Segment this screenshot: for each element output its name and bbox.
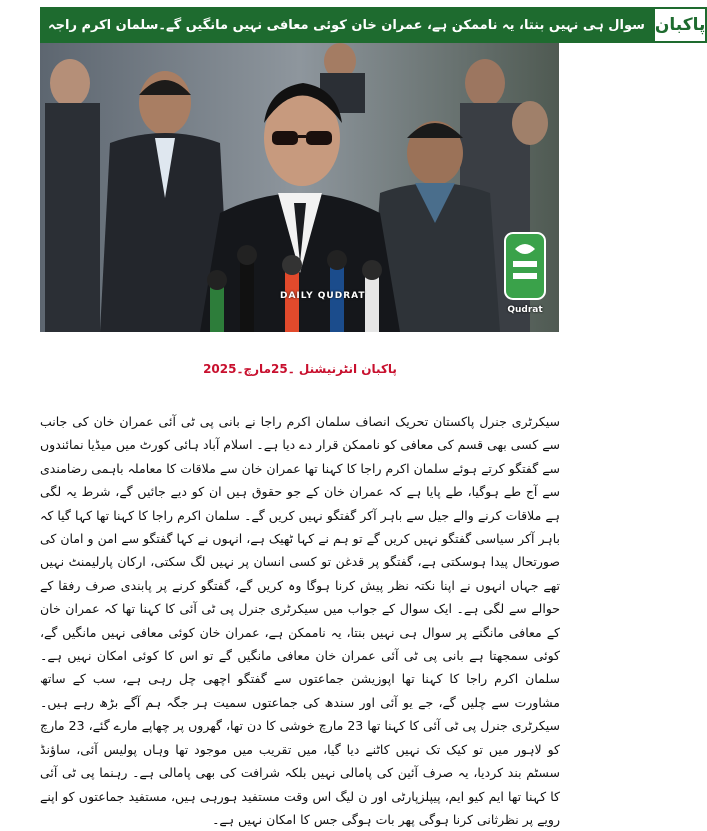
channel-logo [497,223,553,323]
article-paragraph: سیکرٹری جنرل پاکستان تحریک انصاف سلمان اکرم راجا نے بانی پی ٹی آئی عمران خان کی جانب سے کسی بھی قسم کی معافی کو ناممکن قرار دے دیا ہے۔ اسلام آباد ہائی کورٹ میں میڈیا نمائندوں سے گفتگو کرتے ہوئے سلمان اکرم راجا کا کہنا تھا عمران خان سے ملاقات کا معاملہ باہمی رضامندی سے آج طے ہوگیا، طے پایا ہے کہ عمران خان کے جو حقوق ہیں ان کو دیے جائیں گے، شرط یہ لگی ہے ملاقات کرنے والے جیل سے باہر آکر گفتگو نہیں کریں گے۔ سلمان اکرم راجا کا کہنا تھا کہا گیا کہ باہر آکر سیاسی گفتگو نہیں کریں گے تو ہم نے کہا ٹھیک ہے، انہوں نے کہا گفتگو سے امن و امان کی صورتحال پیدا ہوسکتی ہے، گفتگو پر قدغن تو کسی انسان پر نہیں لگ سکتی، ارکان پارلیمنٹ نہیں تھے جہاں انہوں نے اپنا نکتہ نظر پیش کرنا ہوگا وہ کریں گے، گفتگو کرنے پر پابندی صرف رفقا کے حوالے سے لگی ہے۔ ایک سوال کے جواب میں سیکرٹری جنرل پی ٹی آئی کا کہنا تھا کہ عمران خان کے معافی مانگنے پر سوال ہی نہیں بنتا، یہ ناممکن ہے، عمران خان کوئی معافی نہیں مانگیں گے، کوئی سمجھتا ہے بانی پی ٹی آئی عمران خان معافی مانگیں گے تو اس کا کوئی امکان نہیں ہے۔ سلمان اکرم راجا کا کہنا تھا اپوزیشن جماعتوں سے گفتگو اچھی چل رہی ہے، سب کے ساتھ مشاورت سے چلیں گے، جے یو آئی اور سندھ کی جماعتوں سمیت ہر جگہ ہم آگے بڑھ رہے ہیں۔ سیکرٹری جنرل پی ٹی آئی کا کہنا تھا 23 مارچ خوشی کا دن تھا، گھروں پر چھاپے مارے گئے، 23 مارچ کو لاہور میں تو کیک تک نہیں کاٹنے دیا گیا، میں تقریب میں موجود تھا وہاں پولیس آئی، ساؤنڈ سسٹم بند کردیا، یہ صرف آئین کی پامالی نہیں بلکہ شرافت کی بھی پامالی ہے۔ رہنما پی ٹی آئی کا کہنا تھا ایم کیو ایم، پیپلزپارٹی اور ن لیگ اس وقت مستفید ہورہی ہیں، مستفید جماعتوں کو اپنے رویے پر نظرثانی کرنا ہوگی پھر بات ہوگی جس کا امکان نہیں ہے۔ [40,414,560,827]
dateline: پاکبان انٹرنیشنل ۔25مارچ۔2025 [203,362,397,376]
watermark-text: DAILY QUDRAT [280,291,366,301]
press-conference-illustration [40,43,559,332]
headline-text: سوال ہی نہیں بنتا، یہ ناممکن ہے، عمران خان کوئی معافی نہیں مانگیں گے۔سلمان اکرم راجہ [40,7,653,43]
brand-logo-text: پاکبان [653,7,707,43]
qudrat-logo-icon [503,231,547,301]
news-photo [40,43,559,332]
article-body [40,410,560,827]
logo-label: Qudrat [507,305,543,315]
headline-banner [40,7,706,43]
